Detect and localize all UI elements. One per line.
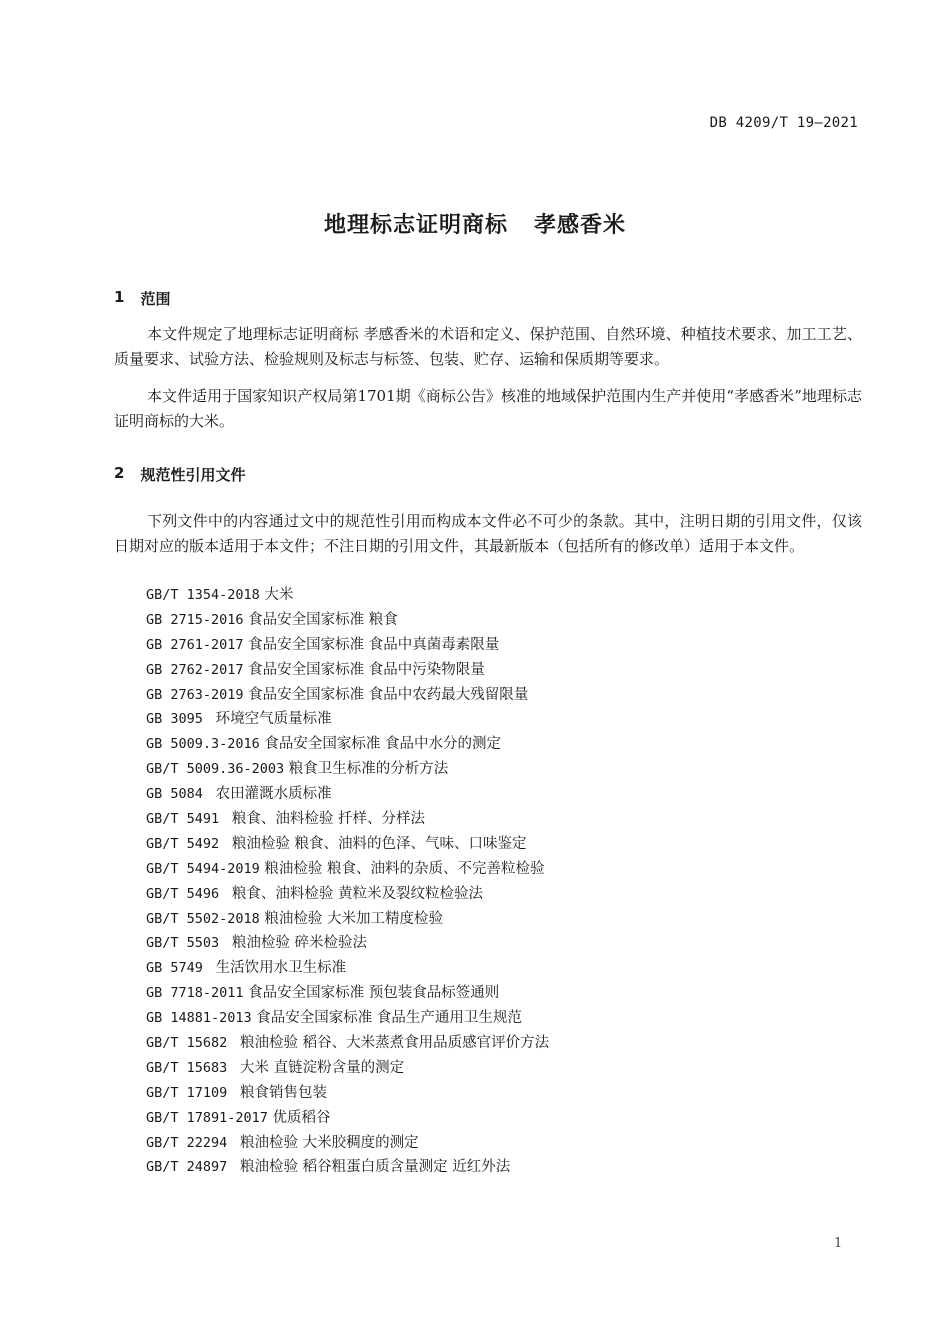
reference-name: 食品安全国家标准 食品中真菌毒素限量: [248, 636, 500, 653]
reference-name: 粮食卫生标准的分析方法: [288, 761, 449, 778]
reference-name: 食品安全国家标准 食品生产通用卫生规范: [256, 1010, 522, 1027]
reference-code: GB/T 17891-2017: [146, 1109, 268, 1126]
document-code: DB 4209/T 19—2021: [709, 115, 858, 131]
reference-code: GB/T 5502-2018: [146, 910, 260, 927]
reference-code: GB 3095: [146, 711, 212, 728]
reference-item: [146, 956, 549, 981]
reference-name: 粮食、油料检验 扦样、分样法: [231, 811, 425, 828]
reference-code: GB/T 24897: [146, 1159, 236, 1176]
reference-name: 粮油检验 大米胶稠度的测定: [240, 1134, 419, 1151]
reference-name: 粮油检验 碎米检验法: [231, 935, 367, 952]
section-title: 规范性引用文件: [140, 466, 246, 484]
reference-name: 粮油检验 大米加工精度检验: [264, 910, 444, 927]
reference-name: 大米 直链淀粉含量的测定: [240, 1059, 405, 1076]
reference-code: GB/T 1354-2018: [146, 587, 260, 603]
reference-code: GB/T 5491: [146, 811, 228, 828]
reference-item: [146, 931, 549, 956]
reference-item: [146, 1006, 549, 1031]
reference-item: [146, 757, 549, 782]
reference-code: GB/T 17109: [146, 1084, 236, 1101]
reference-item: [146, 608, 549, 633]
reference-item: [146, 1056, 549, 1081]
reference-item: [146, 782, 549, 807]
reference-item: [146, 583, 549, 608]
reference-name: 农田灌溉水质标准: [215, 786, 332, 803]
reference-code: GB 14881-2013: [146, 1010, 252, 1027]
reference-code: GB 5749: [146, 960, 212, 977]
reference-item: [146, 882, 549, 907]
reference-item: [146, 633, 549, 658]
scope-paragraph-1: 本文件规定了地理标志证明商标 孝感香米的术语和定义、保护范围、自然环境、种植技术要求、加工工艺、质量要求、试验方法、检验规则及标志与标签、包装、贮存、运输和保质期等要求。: [114, 325, 862, 368]
reference-code: GB/T 5494-2019: [146, 860, 260, 877]
reference-code: GB 7718-2011: [146, 985, 244, 1002]
reference-name: 食品安全国家标准 食品中水分的测定: [264, 736, 502, 753]
reference-code: GB 2762-2017: [146, 661, 244, 678]
document-title: 地理标志证明商标 孝感香米: [324, 213, 626, 238]
section-heading-normative-references: [114, 464, 245, 485]
reference-name: 食品安全国家标准 粮食: [248, 611, 398, 628]
reference-item: [146, 707, 549, 732]
reference-code: GB/T 22294: [146, 1134, 236, 1151]
reference-item: [146, 1106, 549, 1131]
reference-item: [146, 857, 549, 882]
reference-name: 粮油检验 粮食、油料的杂质、不完善粒检验: [264, 860, 545, 877]
reference-name: 粮油检验 稻谷、大米蒸煮食用品质感官评价方法: [240, 1035, 550, 1052]
section-number: 1: [114, 288, 125, 306]
reference-name: 食品安全国家标准 食品中污染物限量: [248, 661, 485, 678]
reference-code: GB/T 5496: [146, 885, 228, 902]
reference-code: GB 2763-2019: [146, 686, 244, 703]
references-intro-paragraph: 下列文件中的内容通过文中的规范性引用而构成本文件必不可少的条款。其中，注明日期的引用文件，仅该日期对应的版本适用于本文件；不注日期的引用文件，其最新版本（包括所有的修改单）适用于本文件。: [114, 512, 862, 555]
reference-item: [146, 1081, 549, 1106]
reference-name: 优质稻谷: [272, 1109, 331, 1126]
reference-item: [146, 1031, 549, 1056]
reference-list: [146, 583, 549, 1180]
reference-name: 粮油检验 粮食、油料的色泽、气味、口味鉴定: [231, 835, 527, 852]
reference-name: 粮食、油料检验 黄粒米及裂纹粒检验法: [231, 885, 483, 902]
reference-item: [146, 907, 549, 932]
reference-item: [146, 732, 549, 757]
reference-item: [146, 807, 549, 832]
reference-item: [146, 1155, 549, 1180]
scope-paragraph-2: 本文件适用于国家知识产权局第1701期《商标公告》核准的地域保护范围内生产并使用“孝感香米”地理标志证明商标的大米。: [114, 387, 862, 430]
reference-code: GB/T 5503: [146, 935, 228, 952]
reference-item: [146, 658, 549, 683]
reference-code: GB 5009.3-2016: [146, 736, 260, 753]
reference-code: GB/T 15682: [146, 1035, 236, 1052]
reference-name: 食品安全国家标准 食品中农药最大残留限量: [248, 686, 529, 703]
reference-name: 生活饮用水卫生标准: [215, 960, 347, 977]
reference-code: GB/T 5492: [146, 835, 228, 852]
reference-name: 粮油检验 稻谷粗蛋白质含量测定 近红外法: [240, 1159, 511, 1176]
reference-item: [146, 1131, 549, 1156]
reference-code: GB 2715-2016: [146, 611, 244, 628]
reference-item: [146, 832, 549, 857]
reference-item: [146, 981, 549, 1006]
reference-code: GB/T 5009.36-2003: [146, 761, 285, 778]
reference-name: 粮食销售包装: [240, 1084, 328, 1101]
reference-name: 大米: [264, 587, 294, 603]
reference-item: [146, 683, 549, 708]
section-heading-scope: [114, 288, 170, 309]
reference-name: 食品安全国家标准 预包装食品标签通则: [248, 985, 500, 1002]
page-number: 1: [834, 1236, 843, 1251]
reference-name: 环境空气质量标准: [215, 711, 332, 728]
section-title: 范围: [140, 290, 171, 308]
section-number: 2: [114, 464, 125, 482]
reference-code: GB 2761-2017: [146, 636, 244, 653]
reference-code: GB/T 15683: [146, 1059, 236, 1076]
reference-code: GB 5084: [146, 786, 212, 803]
